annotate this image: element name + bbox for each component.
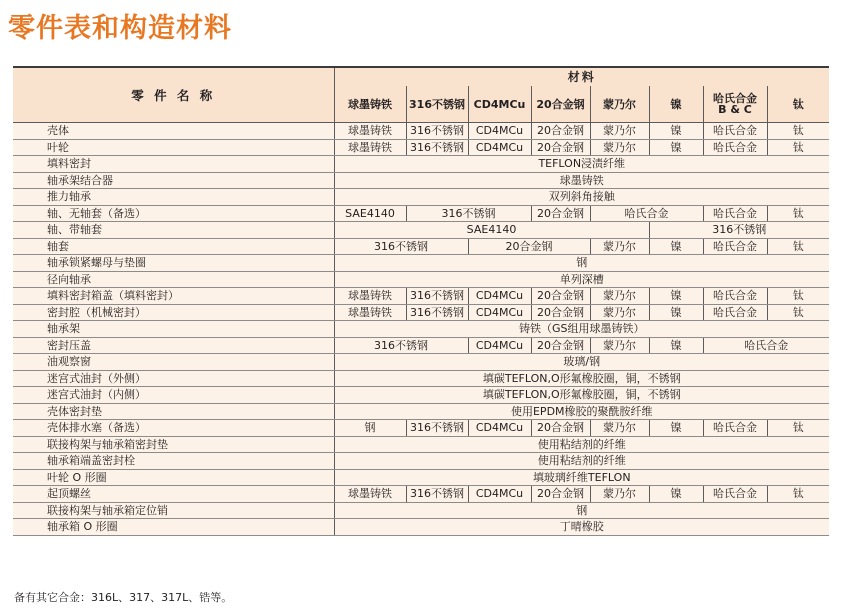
material-cell: 填碳TEFLON,O形氟橡胶圈，铜，不锈钢 [334,370,829,387]
material-cell: 钢 [334,255,829,272]
table-row [13,420,829,437]
material-cell: 哈氏合金 [703,288,767,305]
material-cell: 316不锈钢 [334,238,468,255]
material-cell: 20合金钢 [531,139,590,156]
material-cell: 填玻璃纤维TEFLON [334,469,829,486]
material-cell: CD4MCu [468,288,531,305]
table-header [13,67,829,123]
material-cell: 316不锈钢 [406,420,468,437]
material-cell: 镍 [649,337,703,354]
material-cell: 316不锈钢 [406,486,468,503]
material-cell: 镍 [649,486,703,503]
material-cell: 玻璃/钢 [334,354,829,371]
part-name-cell: 轴承箱 O 形圈 [13,519,334,536]
material-cell: 镍 [649,139,703,156]
material-column-header: 球墨铸铁 [334,86,406,123]
part-name-cell: 轴承箱端盖密封栓 [13,453,334,470]
material-cell: 球墨铸铁 [334,486,406,503]
material-cell: 镍 [649,123,703,140]
material-column-header: 20合金钢 [531,86,590,123]
material-cell: TEFLON浸渍纤维 [334,156,829,173]
material-cell: 使用粘结剂的纤维 [334,453,829,470]
material-cell: 丁晴橡胶 [334,519,829,536]
material-cell: 哈氏合金 [703,486,767,503]
table-row [13,123,829,140]
page-title: 零件表和构造材料 [8,13,232,44]
material-cell: CD4MCu [468,304,531,321]
part-name-cell: 迷宫式油封（外侧） [13,370,334,387]
part-name-cell: 轴承架结合器 [13,172,334,189]
part-name-cell: 填料密封箱盖（填料密封） [13,288,334,305]
material-column-header: CD4MCu [468,86,531,123]
material-cell: 哈氏合金 [703,304,767,321]
material-cell: 哈氏合金 [703,139,767,156]
part-name-cell: 轴套 [13,238,334,255]
table-row [13,304,829,321]
part-name-cell: 迷宫式油封（内侧） [13,387,334,404]
part-name-cell: 轴、带轴套 [13,222,334,239]
material-cell: 20合金钢 [531,205,590,222]
table-row [13,337,829,354]
material-cell: 双列斜角接触 [334,189,829,206]
part-name-cell: 推力轴承 [13,189,334,206]
table-body [13,123,829,536]
material-cell: 20合金钢 [531,304,590,321]
part-name-cell: 起顶螺丝 [13,486,334,503]
material-cell: 蒙乃尔 [590,337,649,354]
part-name-cell: 叶轮 O 形圈 [13,469,334,486]
material-cell: 20合金钢 [531,337,590,354]
part-name-cell: 密封腔（机械密封） [13,304,334,321]
part-name-cell: 联接构架与轴承箱密封垫 [13,436,334,453]
table-row [13,436,829,453]
material-cell: 球墨铸铁 [334,123,406,140]
material-cell: CD4MCu [468,123,531,140]
table-row [13,271,829,288]
material-cell: 钛 [767,205,829,222]
material-cell: 哈氏合金 [703,205,767,222]
table-row [13,288,829,305]
material-cell: 球墨铸铁 [334,304,406,321]
part-name-cell: 叶轮 [13,139,334,156]
material-cell: 哈氏合金 [703,420,767,437]
material-cell: 316不锈钢 [649,222,829,239]
material-cell: 20合金钢 [531,420,590,437]
part-name-cell: 壳体排水塞（备选） [13,420,334,437]
material-cell: 镍 [649,304,703,321]
material-cell: CD4MCu [468,139,531,156]
table-row [13,370,829,387]
material-cell: 钛 [767,486,829,503]
material-cell: 蒙乃尔 [590,420,649,437]
table-row [13,387,829,404]
table-row [13,321,829,338]
material-cell: 316不锈钢 [406,288,468,305]
part-name-cell: 密封压盖 [13,337,334,354]
material-cell: 钛 [767,123,829,140]
material-cell: 20合金钢 [468,238,590,255]
material-cell: 单列深槽 [334,271,829,288]
footnote: 备有其它合金：316L、317、317L、锆等。 [14,591,233,604]
table-row [13,172,829,189]
table-row [13,486,829,503]
material-cell: SAE4140 [334,222,649,239]
material-column-header: 蒙乃尔 [590,86,649,123]
table-row [13,156,829,173]
table-row [13,255,829,272]
material-cell: 钛 [767,288,829,305]
material-cell: 316不锈钢 [406,139,468,156]
material-cell: 钢 [334,420,406,437]
material-cell: 316不锈钢 [406,123,468,140]
table-row [13,354,829,371]
material-cell: 镍 [649,420,703,437]
table-row [13,403,829,420]
material-column-header: 哈氏合金 B & C [703,86,767,123]
parts-materials-table [13,66,829,536]
table-row [13,469,829,486]
table-row [13,238,829,255]
material-cell: 镍 [649,288,703,305]
material-cell: 20合金钢 [531,123,590,140]
material-cell: 蒙乃尔 [590,238,649,255]
materials-header: 材料 [334,67,829,86]
material-cell: 蒙乃尔 [590,288,649,305]
material-cell: 蒙乃尔 [590,139,649,156]
part-name-cell: 油观察窗 [13,354,334,371]
material-cell: 钛 [767,139,829,156]
part-name-cell: 填料密封 [13,156,334,173]
material-cell: 球墨铸铁 [334,288,406,305]
material-cell: 镍 [649,238,703,255]
material-cell: 蒙乃尔 [590,486,649,503]
part-name-cell: 轴、无轴套（备选） [13,205,334,222]
material-cell: 钛 [767,420,829,437]
material-cell: CD4MCu [468,337,531,354]
material-cell: 钛 [767,238,829,255]
material-cell: 哈氏合金 [703,238,767,255]
table-row [13,453,829,470]
material-cell: 316不锈钢 [406,205,531,222]
material-cell: 钛 [767,304,829,321]
part-name-cell: 壳体密封垫 [13,403,334,420]
part-name-cell: 轴承锁紧螺母与垫圈 [13,255,334,272]
table-row [13,205,829,222]
table-row [13,222,829,239]
material-cell: 球墨铸铁 [334,172,829,189]
material-cell: 哈氏合金 [590,205,703,222]
part-name-header: 零 件 名 称 [13,67,334,123]
material-cell: 钢 [334,502,829,519]
part-name-cell: 联接构架与轴承箱定位销 [13,502,334,519]
part-name-cell: 轴承架 [13,321,334,338]
material-cell: 填碳TEFLON,O形氟橡胶圈，铜，不锈钢 [334,387,829,404]
material-cell: 316不锈钢 [334,337,468,354]
material-cell: 20合金钢 [531,486,590,503]
material-cell: CD4MCu [468,420,531,437]
part-name-cell: 径向轴承 [13,271,334,288]
parts-materials-table-wrap [13,66,829,570]
part-name-cell: 壳体 [13,123,334,140]
material-cell: SAE4140 [334,205,406,222]
material-cell: 316不锈钢 [406,304,468,321]
material-column-header: 316不锈钢 [406,86,468,123]
material-cell: 铸铁（GS组用球墨铸铁） [334,321,829,338]
table-row [13,189,829,206]
material-cell: 蒙乃尔 [590,304,649,321]
table-row [13,519,829,536]
material-column-header: 镍 [649,86,703,123]
material-cell: 使用EPDM橡胶的聚酰胺纤维 [334,403,829,420]
material-cell: 20合金钢 [531,288,590,305]
material-column-header: 钛 [767,86,829,123]
material-cell: 蒙乃尔 [590,123,649,140]
material-cell: CD4MCu [468,486,531,503]
table-row [13,502,829,519]
material-cell: 哈氏合金 [703,337,829,354]
table-row [13,139,829,156]
material-cell: 使用粘结剂的纤维 [334,436,829,453]
material-cell: 哈氏合金 [703,123,767,140]
material-cell: 球墨铸铁 [334,139,406,156]
